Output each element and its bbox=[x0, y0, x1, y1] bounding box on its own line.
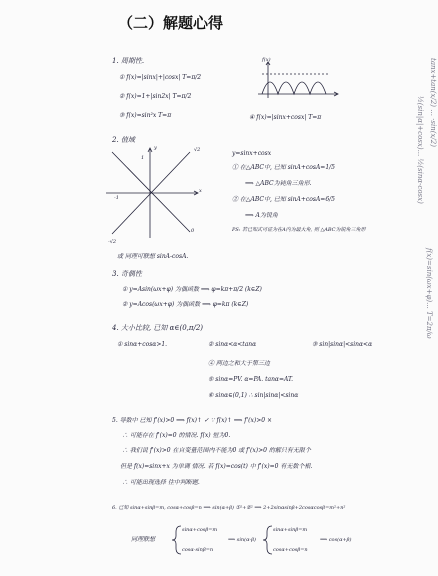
section6-system2b: cosα+cosβ=n bbox=[273, 547, 308, 553]
section6-system1a: sinα+cosβ=m bbox=[182, 527, 218, 533]
section5-line3: ∴ 我们说 f'(x)>0 在自变量范围内不能为0 或 f'(x)>0 的解只有无限个 bbox=[122, 447, 311, 454]
section5-line4: 但是 f(x)=sinx+x 为单调 情况. 若 f(x)=cos(t) 中 f'(x)=0 有无数个根. bbox=[120, 463, 313, 470]
section1-item4: ④ f(x)=|sinx+cosx| T=π bbox=[249, 114, 322, 121]
label-neg-one: -1 bbox=[114, 195, 119, 201]
section4-sub1: ④ 两边之和大于第三边 bbox=[208, 360, 270, 367]
label-sqrt2: √2 bbox=[194, 147, 201, 153]
label-zero: 0 bbox=[191, 228, 195, 234]
section4-sub2: ⑤ sinα=PV. α=PA. tanα=AT. bbox=[208, 376, 294, 383]
section2-analogy: 或 同理可联想 sinA-cosA. bbox=[117, 253, 189, 260]
section5-line5: ∴ 可能出现选择 往中判断题. bbox=[122, 479, 200, 486]
section6-result2: ⟹ cos(α+β) bbox=[320, 537, 352, 543]
section4-item1: ① sinα+cosα>1. bbox=[117, 341, 168, 348]
section1-item2: ② f(x)=1+|sin2x| T=π/2 bbox=[119, 93, 192, 100]
section4-sub3: ⑥ sinα∈(0,1) ∴ sin|sinα|<sinα bbox=[208, 392, 299, 399]
section4-item3: ③ sin|sinα|<sinα<α bbox=[312, 341, 373, 348]
section2-item2a: ② 在△ABC中, 已知 sinA+cosA=6/5 bbox=[232, 196, 335, 203]
section5-line2: ∴ 可能存在 f'(x)=0 的情况. f(x) 恒为0. bbox=[122, 432, 231, 439]
page-heading: （二）解题心得 bbox=[118, 14, 224, 32]
axis-y-label: y bbox=[154, 145, 157, 151]
axis-x-label: x bbox=[199, 188, 202, 194]
section2-item1b: ⟹ △ABC为钝角三角形. bbox=[245, 180, 312, 187]
section2-ps-note: PS: 若已知式可证为在A内为最大角, 则 △ABC为锐角三角形 bbox=[232, 227, 366, 233]
section6-system1b: cosα-sinβ=n bbox=[182, 547, 214, 553]
section5-line1: 5. 导数中 已知 f'(x)>0 ⟹ f(x)↑ ✓ ∵ f(x)↑ ⟹ f'(x)>0 × bbox=[112, 417, 272, 424]
section4-title: 4. 大小比较, 已知 α∈(0,π/2) bbox=[112, 324, 204, 332]
section6-label: 同理联想 bbox=[131, 536, 156, 543]
section2-equation: y=sinx+cosx bbox=[232, 150, 272, 157]
section6-system2a: sinα+sinβ=m bbox=[273, 527, 308, 533]
label-one: 1 bbox=[141, 155, 145, 161]
margin-note-2: ½(sin|α|+cosx)... ½(sinα-cosx) bbox=[416, 96, 424, 204]
section4-item2: ② sinα<α<tanα bbox=[208, 341, 257, 348]
section3-title: 3. 奇偶性 bbox=[112, 270, 142, 278]
section6-line1: 6. 已知 sinα+sinβ=m, cosα+cosβ=n ⟹ sin(α+β) ①²+②² ⟹ 2+2sinαsinβ+2cosαcosβ=m²+n² bbox=[112, 505, 346, 511]
margin-note-1: tanx+tan(x/2) ... ·sin(x/2) bbox=[429, 58, 437, 147]
section3-item1: ① y=Asin(ωx+φ) 为偶函数 ⟹ φ=kπ+π/2 (k∈Z) bbox=[122, 286, 262, 293]
section2-item1a: ① 在△ABC中, 已知 sinA+cosA=1/5 bbox=[232, 164, 335, 171]
margin-note-3: f(x)=sin(ωx+φ)... T=2π/ω bbox=[425, 248, 433, 339]
section1-item3: ③ f(x)=sin²x T=π bbox=[119, 112, 172, 119]
section1-item1: ① f(x)=|sinx|+|cosx| T=π/2 bbox=[119, 74, 202, 81]
section2-title: 2. 值域 bbox=[112, 136, 135, 144]
section2-item2b: ⟹ A为锐角 bbox=[245, 212, 278, 219]
section6-result1: ⟹ sin(α-β) bbox=[228, 537, 257, 543]
label-neg-sqrt2: -√2 bbox=[108, 239, 117, 245]
section1-title: 1. 周期性. bbox=[112, 57, 145, 65]
section3-item2: ② y=Acos(ωx+φ) 为偶函数 ⟹ φ=kπ (k∈Z) bbox=[122, 301, 249, 308]
periodic-graph bbox=[258, 62, 338, 98]
section1-graph-label: f(x) bbox=[262, 57, 271, 63]
range-cross-graph bbox=[106, 145, 201, 238]
